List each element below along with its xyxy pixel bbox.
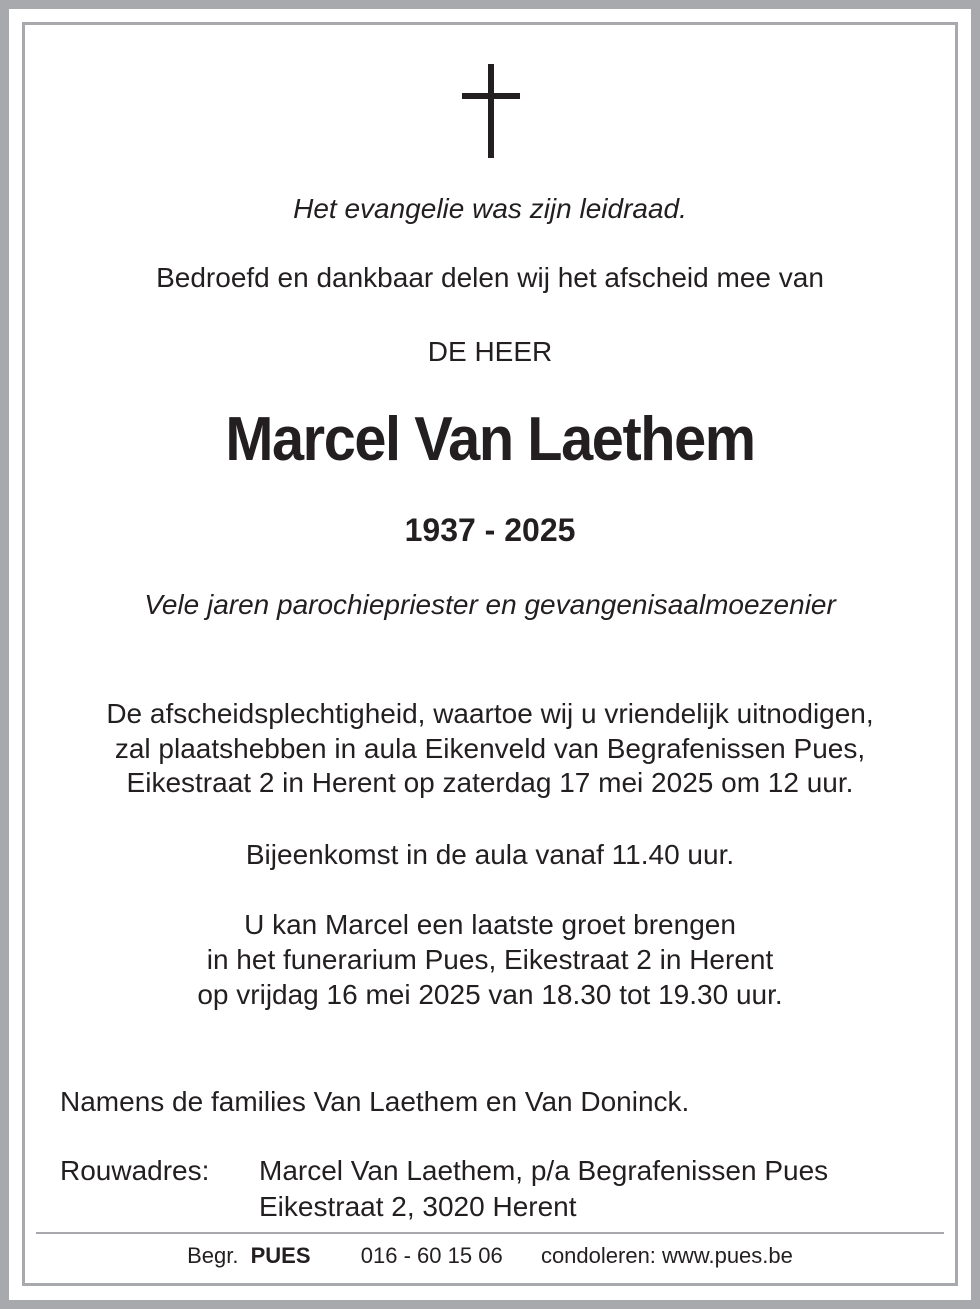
motto: Het evangelie was zijn leidraad.	[293, 193, 687, 224]
ceremony-line: De afscheidsplechtigheid, waartoe wij u vriendelijk uitnodigen,	[106, 698, 874, 729]
visitation-line: in het funerarium Pues, Eikestraat 2 in Herent	[206, 944, 774, 975]
address-line: Marcel Van Laethem, p/a Begrafenissen Pues	[259, 1155, 829, 1186]
deceased-name: Marcel Van Laethem	[225, 405, 755, 474]
visitation-line: U kan Marcel een laatste groet brengen	[244, 909, 736, 940]
life-years: 1937 - 2025	[404, 512, 576, 548]
footer-divider	[36, 1232, 944, 1234]
ceremony-line: Eikestraat 2 in Herent op zaterdag 17 mei 2025 om 12 uur.	[126, 767, 854, 798]
footer	[0, 1240, 980, 1272]
cross-icon-bar	[462, 93, 520, 99]
intro-text: Bedroefd en dankbaar delen wij het afscheid mee van	[156, 262, 824, 293]
footer-phone: 016 - 60 15 06	[360, 1243, 503, 1268]
role-description: Vele jaren parochiepriester en gevangenisaalmoezenier	[144, 589, 836, 620]
footer-condolences: condoleren: www.pues.be	[540, 1243, 793, 1268]
families-text: Namens de families Van Laethem en Van Doninck.	[60, 1086, 690, 1117]
ceremony-line: zal plaatshebben in aula Eikenveld van Begrafenissen Pues,	[114, 733, 866, 764]
visitation-line: op vrijdag 16 mei 2025 van 18.30 tot 19.30 uur.	[197, 979, 783, 1010]
cross-icon	[488, 64, 494, 158]
address-line: Eikestraat 2, 3020 Herent	[259, 1191, 577, 1222]
address-label: Rouwadres:	[60, 1155, 210, 1186]
footer-prefix: Begr.	[187, 1243, 239, 1268]
gathering-text: Bijeenkomst in de aula vanaf 11.40 uur.	[245, 839, 735, 870]
title-prefix: DE HEER	[427, 336, 553, 367]
footer-company: PUES	[250, 1243, 311, 1268]
